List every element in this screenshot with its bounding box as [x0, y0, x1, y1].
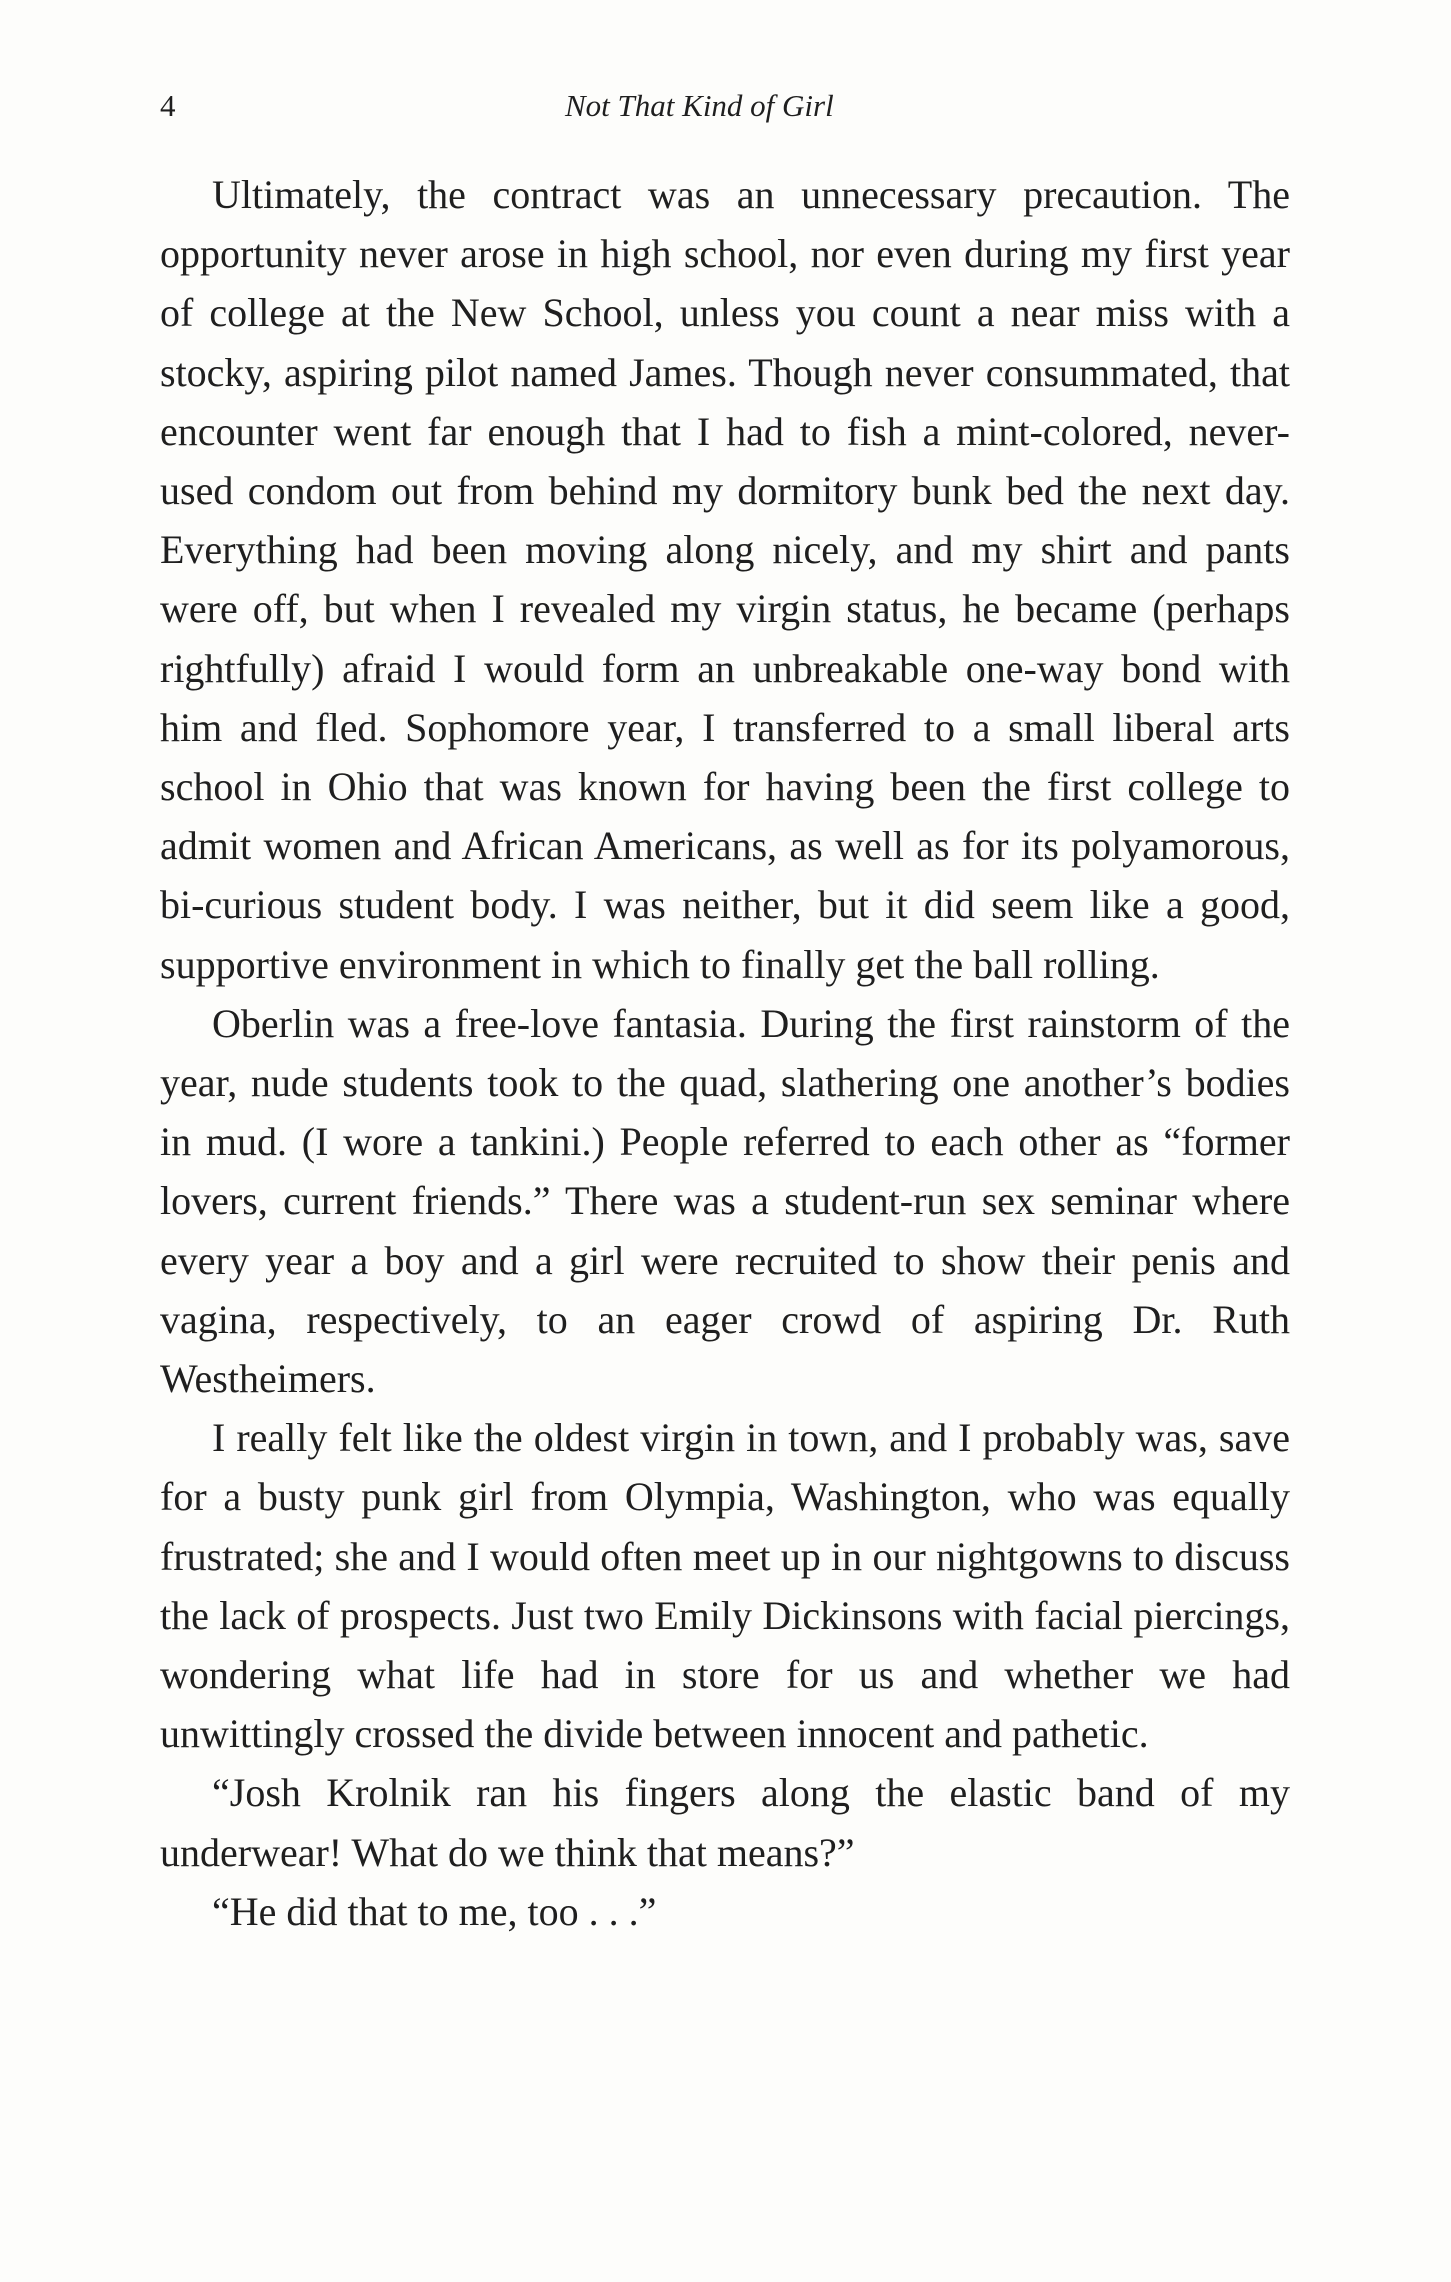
page-number: 4: [160, 88, 176, 123]
paragraph: “Josh Krolnik ran his fingers along the elastic band of my underwear! What do we think that means?”: [160, 1770, 1290, 1875]
book-title: Not That Kind of Girl: [565, 88, 834, 123]
paragraph: Ultimately, the contract was an unnecessary precaution. The opportunity never arose in high school, nor even during my first year of college at the New School, unless you count a near miss with a stocky, aspiring pilot named James. Though never consummated, that encounter went far enough that I had to fish a mint-colored, never-used condom out from behind my dormitory bunk bed the next day. Everything had been moving along nicely, and my shirt and pants were off, but when I revealed my virgin status, he became (perhaps rightfully) afraid I would form an unbreakable one-way bond with him and fled. Sophomore year, I transferred to a small liberal arts school in Ohio that was known for having been the first college to admit women and African Americans, as well as for its polyamorous, bi-curious student body. I was neither, but it did seem like a good, supportive environment in which to finally get the ball rolling.: [160, 172, 1290, 987]
body-text: [160, 165, 1290, 1941]
running-head: [160, 82, 1290, 132]
paragraph: Oberlin was a free-love fantasia. During the first rainstorm of the year, nude students took to the quad, slathering one another’s bodies in mud. (I wore a tankini.) People referred to each other as “former lovers, current friends.” There was a student-run sex seminar where every year a boy and a girl were recruited to show their penis and vagina, respectively, to an eager crowd of aspiring Dr. Ruth Westheimers.: [160, 1000, 1290, 1402]
paragraph: “He did that to me, too . . .”: [212, 1888, 657, 1934]
paragraph: I really felt like the oldest virgin in town, and I probably was, save for a busty punk girl from Olympia, Washington, who was equally frustrated; she and I would often meet up in our nightgowns to discuss the lack of prospects. Just two Emily Dickinsons with facial piercings, wondering what life had in store for us and whether we had unwittingly crossed the divide between innocent and pathetic.: [160, 1415, 1290, 1757]
